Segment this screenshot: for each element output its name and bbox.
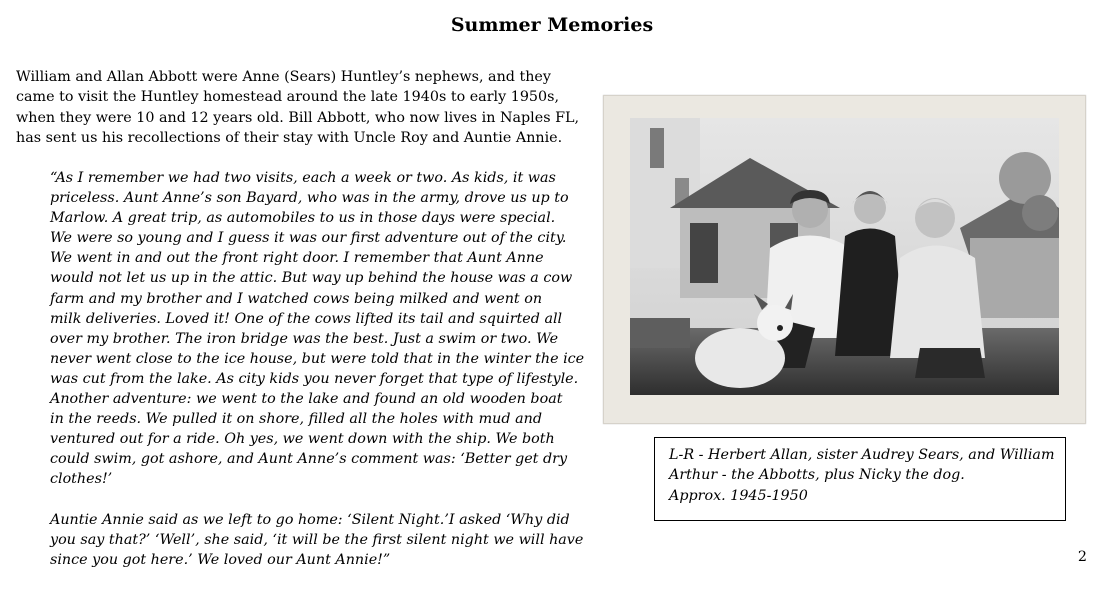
page-number: 2 xyxy=(1077,549,1087,565)
photo-caption xyxy=(654,437,1066,521)
photo-image xyxy=(630,118,1059,395)
quote-line: over my brother. The iron bridge was the best. Just a swim or two. We xyxy=(50,330,559,347)
quote-line: in the reeds. We pulled it on shore, filled all the holes with mud and xyxy=(50,411,542,428)
quote-line: milk deliveries. Loved it! One of the cows lifted its tail and squirted all xyxy=(50,310,563,327)
quote-line: “As I remember we had two visits, each a week or two. As kids, it was xyxy=(50,170,556,186)
quote-line: you say that?’ ‘Well’, she said, ‘it will be the first silent night we will have xyxy=(50,531,584,548)
quote-line: Marlow. A great trip, as automobiles to us in those days were special. xyxy=(50,210,556,227)
intro-line: has sent us his recollections of their stay with Uncle Roy and Auntie Annie. xyxy=(16,129,563,146)
paragraph-gap xyxy=(50,490,595,510)
quote-block xyxy=(50,168,595,570)
quote-line: priceless. Aunt Anne’s son Bayard, who was in the army, drove us up to xyxy=(50,190,569,207)
quote-line: was cut from the lake. As city kids you never forget that type of lifestyle. xyxy=(50,370,579,387)
quote-line: Auntie Annie said as we left to go home: ‘Silent Night.’I asked ‘Why did xyxy=(50,511,570,528)
intro-line: William and Allan Abbott were Anne (Sears) Huntley’s nephews, and they xyxy=(16,69,551,85)
caption-line: Approx. 1945-1950 xyxy=(669,487,808,504)
quote-line: Another adventure: we went to the lake and found an old wooden boat xyxy=(50,391,563,408)
intro-line: came to visit the Huntley homestead around the late 1940s to early 1950s, xyxy=(16,89,560,106)
intro-paragraph xyxy=(16,67,596,148)
quote-line: clothes!’ xyxy=(50,471,113,488)
page-title: Summer Memories xyxy=(450,14,654,36)
quote-line: We were so young and I guess it was our first adventure out of the city. xyxy=(50,230,567,247)
caption-line: Arthur - the Abbotts, plus Nicky the dog. xyxy=(669,467,965,484)
quote-line: never went close to the ice house, but were told that in the winter the ice xyxy=(50,350,585,367)
quote-line: ventured out for a ride. Oh yes, we went down with the ship. We both xyxy=(50,431,555,448)
vintage-photo xyxy=(603,95,1086,424)
intro-line: when they were 10 and 12 years old. Bill Abbott, who now lives in Naples FL, xyxy=(16,109,580,126)
quote-line: could swim, got ashore, and Aunt Anne’s comment was: ‘Better get dry xyxy=(50,451,568,468)
quote-line: since you got here.’ We loved our Aunt Annie!” xyxy=(50,551,391,568)
quote-line: farm and my brother and I watched cows being milked and went on xyxy=(50,290,543,307)
quote-line: We went in and out the front right door. I remember that Aunt Anne xyxy=(50,250,544,267)
caption-line: L-R - Herbert Allan, sister Audrey Sears, and William xyxy=(669,447,1055,463)
quote-line: would not let us up in the attic. But way up behind the house was a cow xyxy=(50,270,573,287)
